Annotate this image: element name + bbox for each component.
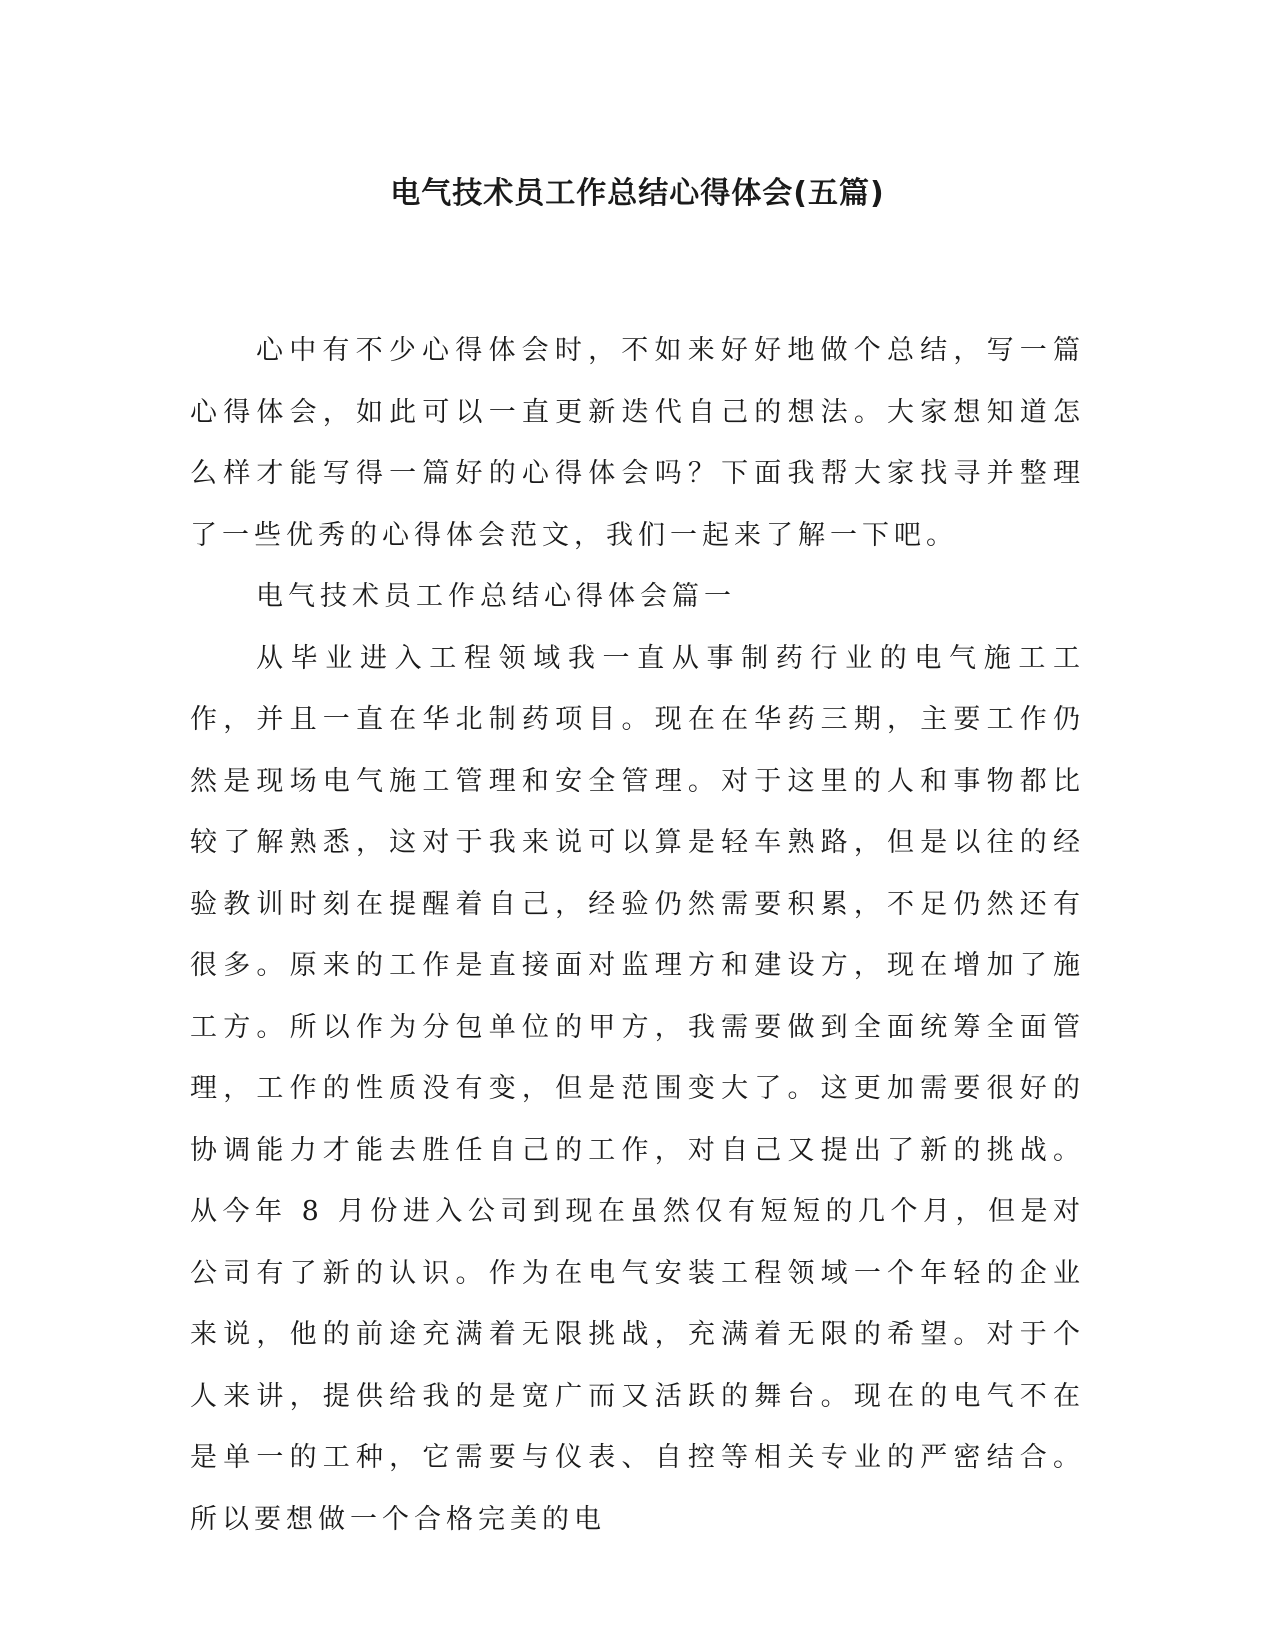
document-body [190,320,1085,1550]
document-title: 电气技术员工作总结心得体会(五篇) [390,176,885,211]
intro-paragraph: 心中有不少心得体会时，不如来好好地做个总结，写一篇心得体会，如此可以一直更新迭代自己的想法。大家想知道怎么样才能写得一篇好的心得体会吗？下面我帮大家找寻并整理了一些优秀的心得体会范文，我们一起来了解一下吧。 [190,335,1085,551]
body-paragraph: 从毕业进入工程领域我一直从事制药行业的电气施工工作，并且一直在华北制药项目。现在在华药三期，主要工作仍然是现场电气施工管理和安全管理。对于这里的人和事物都比较了解熟悉，这对于我来说可以算是轻车熟路，但是以往的经验教训时刻在提醒着自己，经验仍然需要积累，不足仍然还有很多。原来的工作是直接面对监理方和建设方，现在增加了施工方。所以作为分包单位的甲方，我需要做到全面统筹全面管理，工作的性质没有变，但是范围变大了。这更加需要很好的协调能力才能去胜任自己的工作，对自己又提出了新的挑战。从今年 8 月份进入公司到现在虽然仅有短短的几个月，但是对公司有了新的认识。作为在电气安装工程领域一个年轻的企业来说，他的前途充满着无限挑战，充满着无限的希望。对于个人来讲，提供给我的是宽广而又活跃的舞台。现在的电气不在是单一的工种，它需要与仪表、自控等相关专业的严密结合。所以要想做一个合格完美的电 [190,642,1085,1535]
section-heading: 电气技术员工作总结心得体会篇一 [256,581,736,612]
